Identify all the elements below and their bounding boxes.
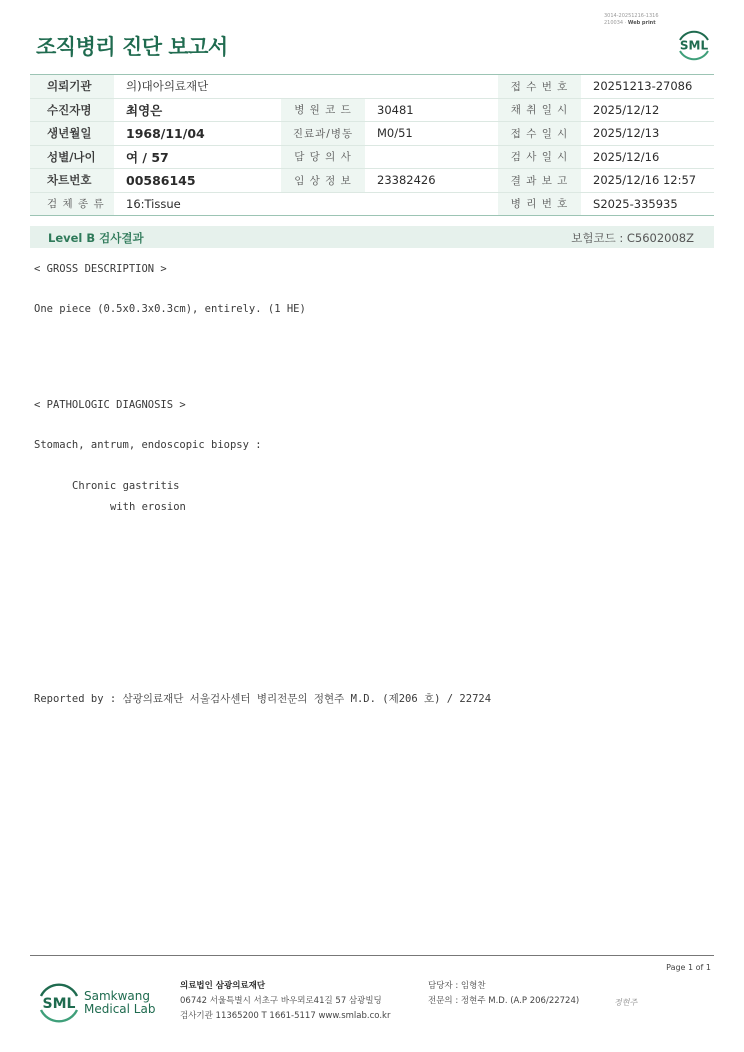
pathologic-diagnosis-header: < PATHOLOGIC DIAGNOSIS > <box>34 399 186 411</box>
insurance-code: 보험코드 : C5602008Z <box>571 231 694 245</box>
value-sex-age: 여 / 57 <box>114 145 281 169</box>
info-row <box>30 169 714 193</box>
signature: 정현주 <box>614 998 638 1007</box>
label-receipt-number: 접 수 번 호 <box>498 75 581 99</box>
value-result-report: 2025/12/16 12:57 <box>581 169 714 193</box>
diagnosis-line-2: with erosion <box>110 501 186 513</box>
info-row <box>30 122 714 146</box>
label-receipt-date: 접 수 일 시 <box>498 122 581 146</box>
value-chart-number: 00586145 <box>114 169 281 193</box>
org-name: 의료법인 삼광의료재단 <box>180 981 266 991</box>
info-row <box>30 192 714 216</box>
diagnosis-line-1: Chronic gastritis <box>72 480 180 492</box>
value-requesting-institution: 의)대아의료재단 <box>114 75 498 99</box>
info-row <box>30 145 714 169</box>
label-attending-physician: 담 당 의 사 <box>281 145 365 169</box>
gross-description-header: < GROSS DESCRIPTION > <box>34 263 167 275</box>
specialist-label: 전문의 : <box>428 996 459 1006</box>
manager-name: 임형찬 <box>460 981 486 991</box>
print-id: 3014-20251216-1316 <box>604 13 659 19</box>
info-row <box>30 75 714 99</box>
value-collection-date: 2025/12/12 <box>581 98 714 122</box>
info-row <box>30 98 714 122</box>
footer-divider <box>30 955 714 956</box>
label-requesting-institution: 의뢰기관 <box>30 75 114 99</box>
label-birth-date: 생년월일 <box>30 122 114 146</box>
value-patient-name: 최영은 <box>114 98 281 122</box>
sml-logo-text: SML <box>679 38 709 53</box>
value-clinical-info: 23382426 <box>365 169 498 193</box>
samkwang-wordmark <box>84 990 155 1016</box>
footer-org-info <box>180 979 390 1024</box>
page-number: Page 1 of 1 <box>666 963 711 972</box>
reported-by: Reported by : 삼광의료재단 서울검사센터 병리전문의 정현주 M.D. (제206 호) / 22724 <box>34 693 492 705</box>
wordmark-line-2: Medical Lab <box>84 1002 156 1016</box>
print-metadata <box>604 13 659 26</box>
org-address: 06742 서울특별시 서초구 바우뫼로41길 57 삼광빌딩 <box>180 996 382 1006</box>
label-result-report: 결 과 보 고 <box>498 169 581 193</box>
report-title: 조직병리 진단 보고서 <box>36 35 228 59</box>
value-test-date: 2025/12/16 <box>581 145 714 169</box>
value-hospital-code: 30481 <box>365 98 498 122</box>
wordmark-line-1: Samkwang <box>84 989 150 1003</box>
label-patient-name: 수진자명 <box>30 98 114 122</box>
diagnosis-site: Stomach, antrum, endoscopic biopsy : <box>34 439 262 451</box>
label-specimen-type: 검 체 종 류 <box>30 192 114 216</box>
manager-label: 담당자 : <box>428 981 459 991</box>
value-department-ward: M0/51 <box>365 122 498 146</box>
value-specimen-type: 16:Tissue <box>114 192 498 216</box>
gross-description-text: One piece (0.5x0.3x0.3cm), entirely. (1 HE) <box>34 303 306 315</box>
value-birth-date: 1968/11/04 <box>114 122 281 146</box>
label-clinical-info: 임 상 정 보 <box>281 169 365 193</box>
label-hospital-code: 병 원 코 드 <box>281 98 365 122</box>
value-pathology-number: S2025-335935 <box>581 192 714 216</box>
value-receipt-date: 2025/12/13 <box>581 122 714 146</box>
result-level: Level B 검사결과 <box>48 231 144 245</box>
label-collection-date: 채 취 일 시 <box>498 98 581 122</box>
label-test-date: 검 사 일 시 <box>498 145 581 169</box>
label-department-ward: 진료과/병동 <box>281 122 365 146</box>
value-attending-physician <box>365 145 498 169</box>
label-pathology-number: 병 리 번 호 <box>498 192 581 216</box>
sml-logo-icon <box>675 26 713 64</box>
footer-staff-info <box>428 979 579 1009</box>
org-contact: 검사기관 11365200 T 1661-5117 www.smlab.co.kr <box>180 1011 391 1021</box>
result-level-bar <box>30 226 714 248</box>
samkwang-logo-icon <box>36 980 82 1026</box>
footer-logo-text: SML <box>42 996 76 1012</box>
print-mode: 210034 · Web print <box>604 19 656 26</box>
patient-info-table <box>30 74 714 216</box>
label-sex-age: 성별/나이 <box>30 145 114 169</box>
value-receipt-number: 20251213-27086 <box>581 75 714 99</box>
label-chart-number: 차트번호 <box>30 169 114 193</box>
specialist-name: 정현주 M.D. (A.P 206/22724) <box>460 996 580 1006</box>
